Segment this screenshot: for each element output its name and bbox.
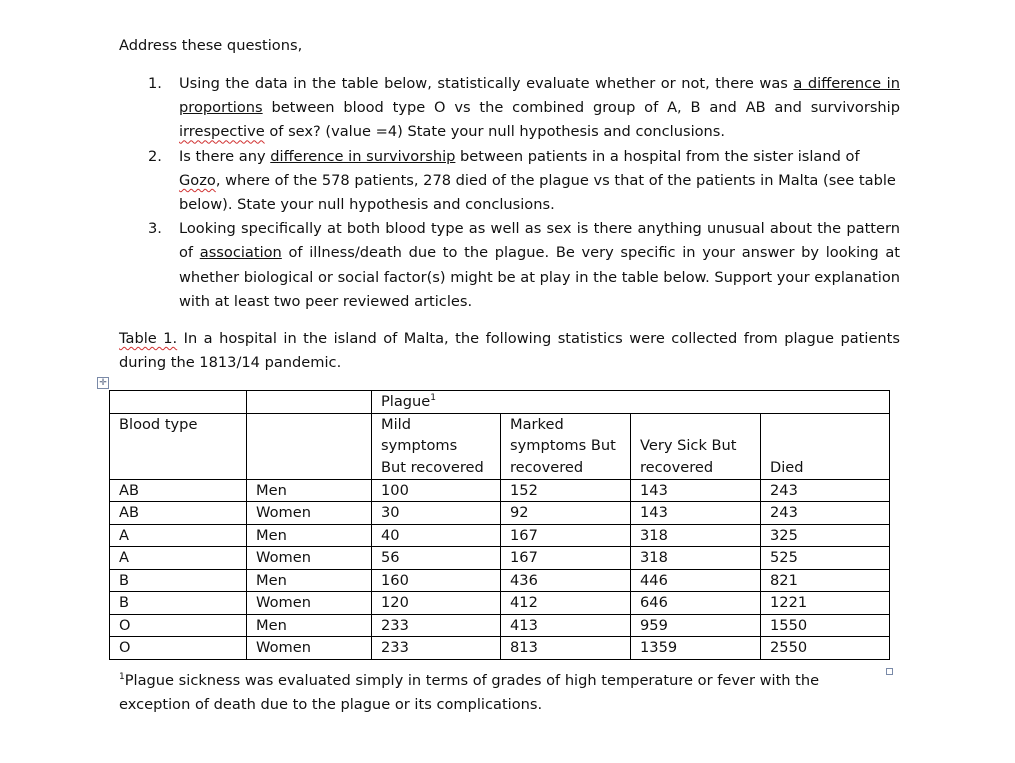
- sex-cell: Men: [247, 479, 372, 502]
- table-row: [110, 614, 890, 637]
- blood-cell: AB: [110, 502, 247, 525]
- table-header-row: [110, 391, 890, 414]
- question-number: 2.: [148, 147, 162, 165]
- marked-cell: 813: [501, 637, 631, 660]
- table-caption: Table 1. In a hospital in the island of Malta, the following statistics were collected from plague patients during the 1813/14 pandemic.: [119, 330, 900, 372]
- sex-cell: Women: [247, 502, 372, 525]
- question-2: [148, 145, 900, 218]
- spellcheck-word: Gozo: [179, 171, 216, 189]
- blood-cell: AB: [110, 479, 247, 502]
- table-row: [110, 524, 890, 547]
- questions-list: [148, 72, 900, 314]
- marked-header: Marked symptoms But recovered: [501, 413, 631, 479]
- sex-cell: Women: [247, 547, 372, 570]
- footnote: $^1$Plague sickness was evaluated simply in terms of grades of high temperature or fever with the exception of death due to the plague or its complications.: [119, 672, 820, 714]
- table-row: [110, 502, 890, 525]
- table-resize-handle[interactable]: [886, 668, 893, 675]
- mild-cell: 40: [372, 524, 501, 547]
- question-text: Using the data in the table below, statistically evaluate whether or not, there was a difference in proportions between blood type O vs the combined group of A, B and AB and survivorship irrespective of sex? (value =4) State your null hypothesis and conclusions.: [179, 75, 900, 141]
- table-cell: [110, 391, 247, 414]
- marked-cell: 152: [501, 479, 631, 502]
- plague-group-header: Plague$^1$: [372, 391, 890, 414]
- table-row: [110, 637, 890, 660]
- blood-cell: B: [110, 592, 247, 615]
- very-sick-cell: 959: [631, 614, 761, 637]
- very-sick-cell: 143: [631, 479, 761, 502]
- marked-cell: 436: [501, 569, 631, 592]
- question-number: 3.: [148, 220, 162, 238]
- very-sick-cell: 646: [631, 592, 761, 615]
- sex-cell: Men: [247, 614, 372, 637]
- marked-cell: 167: [501, 524, 631, 547]
- mild-cell: 100: [372, 479, 501, 502]
- table-move-handle-icon[interactable]: ✛: [97, 377, 109, 389]
- mild-cell: 30: [372, 502, 501, 525]
- mild-cell: 160: [372, 569, 501, 592]
- table-row: [110, 479, 890, 502]
- question-text: Looking specifically at both blood type as well as sex is there anything unusual about the pattern of association of illness/death due to the plague. Be very specific in your answer by looking at whether biological or social factor(s) might be at play in the table below. Support your explanation with at least two peer reviewed articles.: [179, 220, 900, 310]
- blood-cell: B: [110, 569, 247, 592]
- very-sick-cell: 318: [631, 547, 761, 570]
- question-1: [148, 72, 900, 145]
- question-number: 1.: [148, 75, 162, 92]
- died-cell: 1550: [761, 614, 890, 637]
- died-cell: 325: [761, 524, 890, 547]
- mild-cell: 56: [372, 547, 501, 570]
- table-cell: [247, 413, 372, 479]
- sex-cell: Women: [247, 592, 372, 615]
- marked-cell: 412: [501, 592, 631, 615]
- table-row: [110, 547, 890, 570]
- question-3: [148, 217, 900, 314]
- died-cell: 1221: [761, 592, 890, 615]
- marked-cell: 167: [501, 547, 631, 570]
- caption-label: Table 1.: [119, 330, 178, 347]
- mild-cell: 120: [372, 592, 501, 615]
- died-cell: 243: [761, 502, 890, 525]
- mild-cell: 233: [372, 614, 501, 637]
- blood-cell: A: [110, 524, 247, 547]
- blood-cell: A: [110, 547, 247, 570]
- table-cell: [247, 391, 372, 414]
- table-row: [110, 592, 890, 615]
- very-sick-cell: 143: [631, 502, 761, 525]
- intro-text: Address these questions,: [119, 37, 303, 54]
- very-sick-cell: 318: [631, 524, 761, 547]
- very-sick-header: Very Sick But recovered: [631, 413, 761, 479]
- very-sick-cell: 446: [631, 569, 761, 592]
- spellcheck-word: irrespective: [179, 123, 265, 141]
- died-cell: 243: [761, 479, 890, 502]
- table-header-row: [110, 413, 890, 479]
- question-text: Is there any difference in survivorship between patients in a hospital from the sister island of Gozo, where of the 578 patients, 278 died of the plague vs that of the patients in Malta (see table below). State your null hypothesis and conclusions.: [179, 147, 896, 214]
- very-sick-cell: 1359: [631, 637, 761, 660]
- blood-type-header: Blood type: [110, 413, 247, 479]
- marked-cell: 92: [501, 502, 631, 525]
- table-row: [110, 569, 890, 592]
- died-cell: 525: [761, 547, 890, 570]
- marked-cell: 413: [501, 614, 631, 637]
- died-cell: 821: [761, 569, 890, 592]
- blood-cell: O: [110, 637, 247, 660]
- sex-cell: Men: [247, 524, 372, 547]
- sex-cell: Women: [247, 637, 372, 660]
- died-cell: 2550: [761, 637, 890, 660]
- mild-cell: 233: [372, 637, 501, 660]
- died-header: Died: [761, 413, 890, 479]
- sex-cell: Men: [247, 569, 372, 592]
- plague-table: [109, 390, 890, 660]
- blood-cell: O: [110, 614, 247, 637]
- mild-header: Mild symptoms But recovered: [372, 413, 501, 479]
